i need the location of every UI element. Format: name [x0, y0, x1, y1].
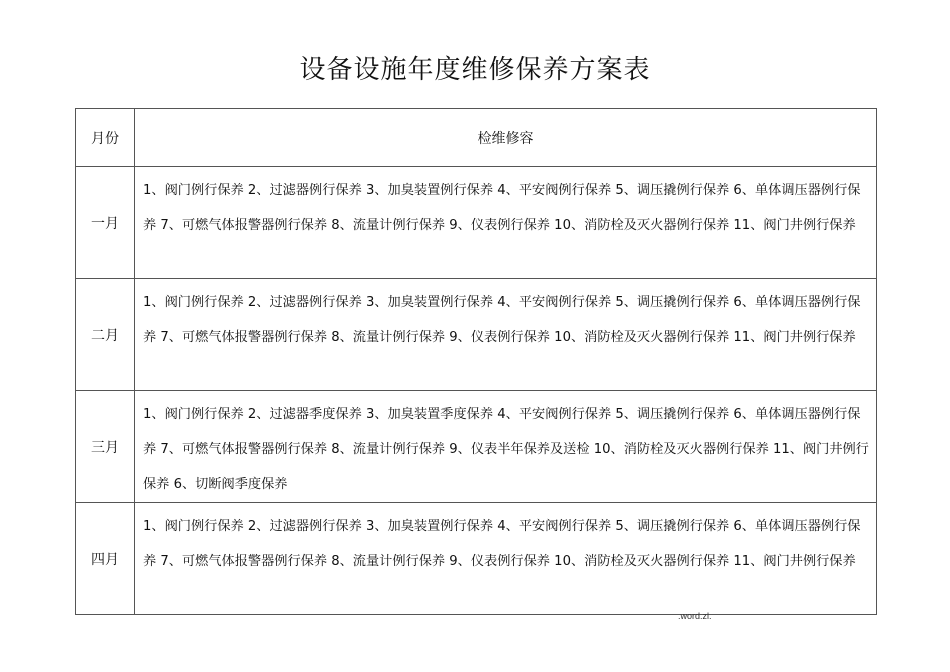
maintenance-plan-table: [75, 108, 877, 615]
month-cell: 四月: [76, 503, 135, 615]
content-cell: 1、阀门例行保养 2、过滤器例行保养 3、加臭装置例行保养 4、平安阀例行保养 5、调压撬例行保养 6、单体调压器例行保养 7、可燃气体报警器例行保养 8、流量计例行保养 9、仪表例行保养 10、消防栓及灭火器例行保养 11、阀门井例行保养: [135, 167, 877, 279]
page-title: 设备设施年度维修保养方案表: [299, 55, 651, 85]
content-cell: 1、阀门例行保养 2、过滤器季度保养 3、加臭装置季度保养 4、平安阀例行保养 5、调压撬例行保养 6、单体调压器例行保养 7、可燃气体报警器例行保养 8、流量计例行保养 9、仪表半年保养及送检 10、消防栓及灭火器例行保养 11、阀门井例行保养 6、切断阀季度保养: [135, 391, 877, 503]
month-cell: 二月: [76, 279, 135, 391]
header-month: 月份: [76, 109, 135, 167]
month-cell: 三月: [76, 391, 135, 503]
month-cell: 一月: [76, 167, 135, 279]
table-row: [76, 167, 877, 279]
footer-note: .word.zl.: [678, 611, 712, 621]
table-row: [76, 279, 877, 391]
table-header-row: [76, 109, 877, 167]
table-row: [76, 391, 877, 503]
content-cell: 1、阀门例行保养 2、过滤器例行保养 3、加臭装置例行保养 4、平安阀例行保养 5、调压撬例行保养 6、单体调压器例行保养 7、可燃气体报警器例行保养 8、流量计例行保养 9、仪表例行保养 10、消防栓及灭火器例行保养 11、阀门井例行保养: [135, 279, 877, 391]
header-content: 检维修容: [135, 109, 877, 167]
table-row: [76, 503, 877, 615]
content-cell: 1、阀门例行保养 2、过滤器例行保养 3、加臭装置例行保养 4、平安阀例行保养 5、调压撬例行保养 6、单体调压器例行保养 7、可燃气体报警器例行保养 8、流量计例行保养 9、仪表例行保养 10、消防栓及灭火器例行保养 11、阀门井例行保养: [135, 503, 877, 615]
